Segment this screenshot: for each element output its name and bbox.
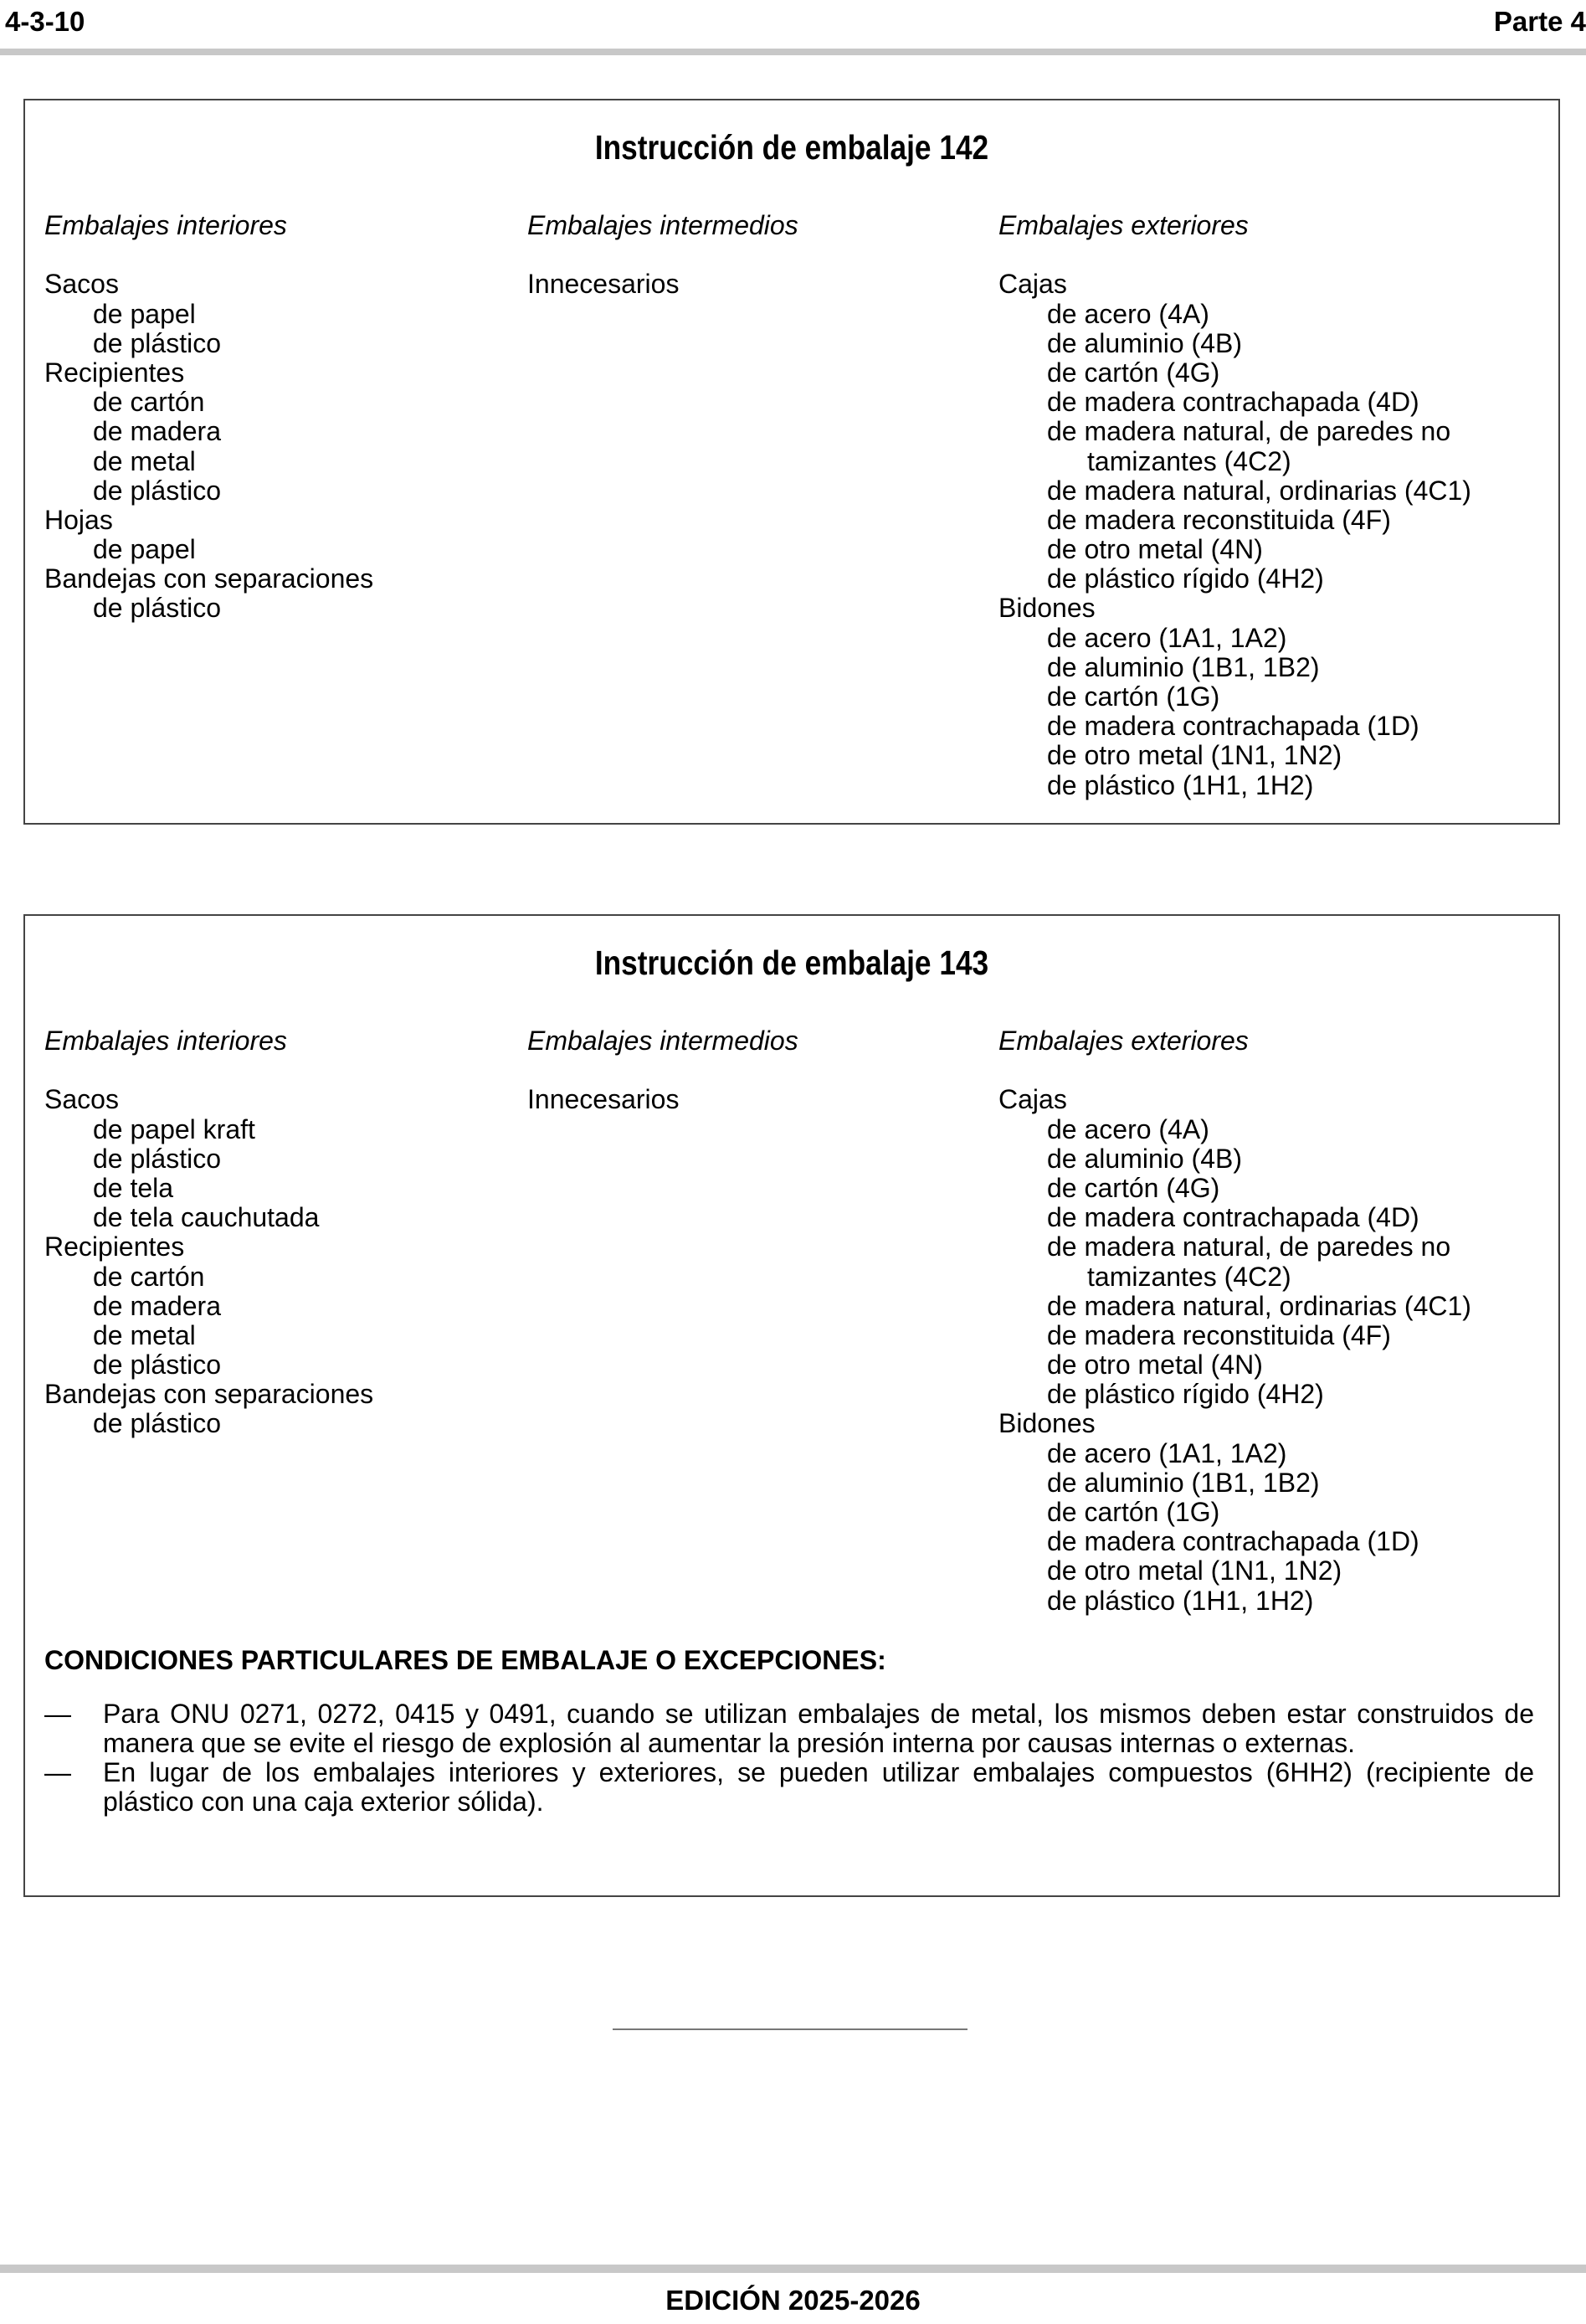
instruction-title: Instrucción de embalaje 143 [594, 943, 989, 982]
category-label: Bandejas con separaciones [44, 563, 374, 594]
packing-instruction-143-box [23, 914, 1560, 1897]
category-label: Cajas [998, 1084, 1067, 1115]
packaging-item: de madera natural, ordinarias (4C1) [1047, 1290, 1471, 1321]
condition-text: Para ONU 0271, 0272, 0415 y 0491, cuando se utilizan embalajes de metal, los mismos deben estar construidos de manera que se evite el riesgo de explosión al aumentar la presión interna por causas internas o externas. [103, 1699, 1534, 1758]
packaging-item: de metal [93, 1319, 196, 1350]
packaging-item: de acero (1A1, 1A2) [1047, 1437, 1287, 1468]
packaging-item: de plástico (1H1, 1H2) [1047, 769, 1314, 800]
packaging-item: de madera natural, ordinarias (4C1) [1047, 475, 1471, 506]
packaging-item: de tela cauchutada [93, 1202, 320, 1233]
packaging-item: de acero (1A1, 1A2) [1047, 622, 1287, 653]
outer-packagings-column [998, 211, 1471, 800]
category-label: Recipientes [44, 357, 185, 388]
column-heading: Embalajes interiores [44, 1026, 287, 1056]
packaging-item: de tela [93, 1172, 174, 1203]
column-heading: Embalajes exteriores [998, 210, 1249, 240]
footer-rule [0, 2265, 1586, 2273]
packaging-item: de cartón [93, 387, 205, 418]
dash-bullet: — [44, 1757, 71, 1787]
packaging-item: tamizantes (4C2) [1087, 1261, 1291, 1292]
packaging-item: de otro metal (4N) [1047, 1350, 1263, 1381]
special-conditions-list [44, 1699, 1534, 1817]
packaging-item: de plástico (1H1, 1H2) [1047, 1585, 1314, 1616]
packaging-item: de aluminio (1B1, 1B2) [1047, 1467, 1320, 1498]
packaging-item: de madera contrachapada (4D) [1047, 1202, 1419, 1233]
packaging-item: de cartón [93, 1261, 205, 1292]
part-label: Parte 4 [1493, 6, 1586, 37]
packaging-item: de plástico [93, 1143, 221, 1174]
condition-item [44, 1699, 1534, 1758]
category-label: Bidones [998, 1408, 1096, 1439]
packaging-item: de plástico rígido (4H2) [1047, 563, 1324, 594]
packaging-item: de cartón (4G) [1047, 1172, 1220, 1203]
packaging-item: de aluminio (4B) [1047, 327, 1242, 358]
packaging-item: de madera reconstituida (4F) [1047, 504, 1391, 535]
column-heading: Embalajes exteriores [998, 1026, 1249, 1056]
packaging-item: de cartón (4G) [1047, 357, 1220, 388]
packaging-item: de aluminio (4B) [1047, 1143, 1242, 1174]
packing-instruction-142-box [23, 99, 1560, 825]
end-separator [613, 2028, 968, 2030]
column-heading: Embalajes intermedios [527, 1026, 798, 1056]
intermediate-packagings-column [527, 211, 798, 300]
special-conditions-title: CONDICIONES PARTICULARES DE EMBALAJE O EXCEPCIONES: [44, 1645, 886, 1675]
condition-item [44, 1758, 1534, 1817]
packaging-item: de plástico [93, 1350, 221, 1381]
packaging-item: de cartón (1G) [1047, 681, 1220, 712]
outer-packagings-column [998, 1026, 1471, 1616]
column-heading: Embalajes interiores [44, 210, 287, 240]
packaging-item: de madera [93, 416, 221, 447]
category-label: Recipientes [44, 1231, 185, 1262]
packaging-item: de madera [93, 1290, 221, 1321]
header-rule [0, 49, 1586, 55]
packaging-item: de madera contrachapada (1D) [1047, 711, 1419, 742]
column-heading: Embalajes intermedios [527, 210, 798, 240]
inner-packagings-column [44, 211, 373, 624]
category-label: Innecesarios [527, 269, 680, 300]
packaging-item: de aluminio (1B1, 1B2) [1047, 651, 1320, 682]
packaging-item: de plástico rígido (4H2) [1047, 1379, 1324, 1410]
packaging-item: de acero (4A) [1047, 298, 1209, 329]
category-label: Bidones [998, 593, 1096, 624]
packaging-item: de plástico [93, 593, 221, 624]
category-label: Sacos [44, 1084, 119, 1115]
intermediate-packagings-column [527, 1026, 798, 1115]
packaging-item: de papel kraft [93, 1113, 255, 1144]
packaging-item: de madera reconstituida (4F) [1047, 1319, 1391, 1350]
category-label: Sacos [44, 269, 119, 300]
packaging-item: de otro metal (4N) [1047, 534, 1263, 565]
category-label: Bandejas con separaciones [44, 1379, 374, 1410]
packaging-item: de madera contrachapada (1D) [1047, 1526, 1419, 1557]
packaging-item: de papel [93, 298, 196, 329]
packaging-item: de otro metal (1N1, 1N2) [1047, 1555, 1342, 1586]
category-label: Innecesarios [527, 1084, 680, 1115]
packaging-item: de metal [93, 445, 196, 476]
packaging-item: de acero (4A) [1047, 1113, 1209, 1144]
packaging-item: de plástico [93, 475, 221, 506]
category-label: Hojas [44, 504, 113, 535]
instruction-title: Instrucción de embalaje 142 [594, 128, 989, 167]
packaging-item: tamizantes (4C2) [1087, 445, 1291, 476]
condition-text: En lugar de los embalajes interiores y exteriores, se pueden utilizar embalajes compuestos (6HH2) (recipiente de plástico con una caja exterior sólida). [103, 1757, 1534, 1817]
packaging-item: de cartón (1G) [1047, 1497, 1220, 1528]
edition-footer: EDICIÓN 2025-2026 [665, 2285, 921, 2316]
page-number: 4-3-10 [5, 6, 85, 37]
category-label: Cajas [998, 269, 1067, 300]
packaging-item: de madera natural, de paredes no [1047, 416, 1451, 447]
packaging-item: de madera natural, de paredes no [1047, 1231, 1451, 1262]
packaging-item: de plástico [93, 1408, 221, 1439]
packaging-item: de madera contrachapada (4D) [1047, 387, 1419, 418]
packaging-item: de otro metal (1N1, 1N2) [1047, 740, 1342, 771]
inner-packagings-column [44, 1026, 373, 1439]
packaging-item: de papel [93, 534, 196, 565]
dash-bullet: — [44, 1699, 71, 1729]
packaging-item: de plástico [93, 327, 221, 358]
